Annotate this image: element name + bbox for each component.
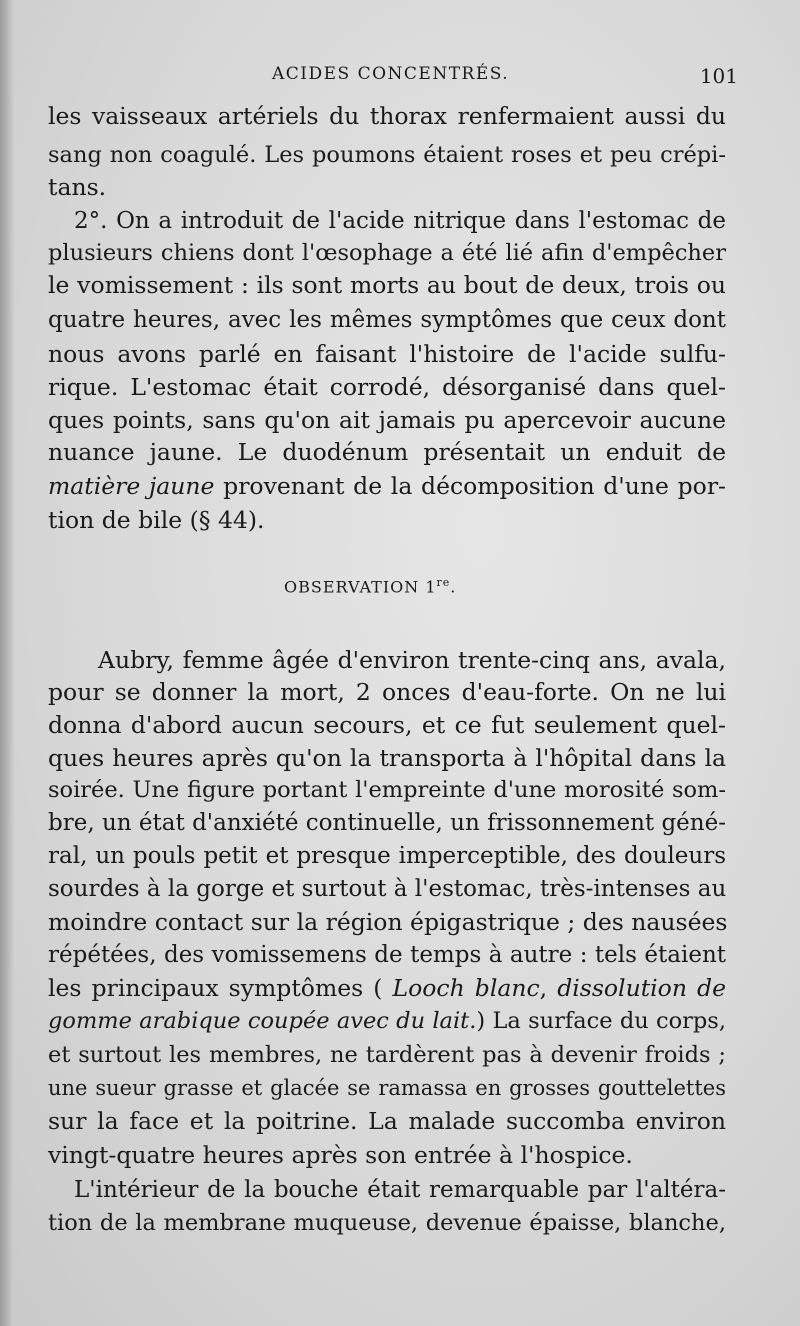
text-line: tion de la membrane muqueuse, devenue épaisse, blanche, [48,1210,726,1236]
text-line: sang non coagulé. Les poumons étaient roses et peu crépi- [48,142,726,168]
italic-term: matière jaune [48,472,215,500]
page-number: 101 [699,64,738,88]
text-line: soirée. Une figure portant l'empreinte d'une morosité som- [48,777,726,803]
text-line: vingt-quatre heures après son entrée à l'hospice. [48,1141,633,1169]
text-line: sourdes à la gorge et surtout à l'estomac, très-intenses au [48,876,727,902]
text-line [48,973,726,1003]
text-line: donna d'abord aucun secours, et ce fut seulement quel- [48,711,726,739]
text-line [48,471,726,501]
ordinal-superscript: re [436,576,451,589]
text-line [48,1006,726,1036]
italic-term: dissolution de [557,974,726,1002]
text-line: bre, un état d'anxiété continuelle, un frissonnement géné- [48,810,726,836]
heading-period: . [450,577,457,597]
text-line: le vomissement : ils sont morts au bout de deux, trois ou [48,271,726,299]
text-run: les principaux symptômes ( [48,974,393,1002]
text-line: 2°. On a introduit de l'acide nitrique dans l'estomac de [74,208,726,234]
running-title: ACIDES CONCENTRÉS. [272,64,510,84]
text-line: tans. [48,173,107,201]
text-line: rique. L'estomac était corrodé, désorganisé dans quel- [48,373,726,401]
text-line: répétées, des vomissemens de temps à autre : tels étaient [48,942,726,968]
running-head [46,64,738,94]
text-line: plusieurs chiens dont l'œsophage a été lié afin d'empêcher [48,240,726,266]
text-line: ques heures après qu'on la transporta à l'hôpital dans la [48,744,726,772]
text-run: , [539,974,558,1002]
text-line: L'intérieur de la bouche était remarquable par l'altéra- [74,1177,726,1203]
text-line: ques points, sans qu'on ait jamais pu apercevoir aucune [48,406,726,434]
italic-term: gomme arabique coupée avec du lait. [48,1008,477,1034]
observation-label: OBSERVATION 1 [284,577,437,597]
text-line: ral, un pouls petit et presque imperceptible, des douleurs [48,843,726,869]
page-gutter-shadow [0,0,14,1326]
text-run: provenant de la décomposition d'une por- [214,472,726,500]
italic-term: Looch blanc [392,974,540,1002]
text-line: moindre contact sur la région épigastrique ; des nausées [48,908,728,936]
text-line: tion de bile (§ 44). [48,506,265,534]
text-line: sur la face et la poitrine. La malade succomba environ [48,1107,726,1135]
text-run: ) La surface du corps, [476,1008,727,1034]
text-line: et surtout les membres, ne tardèrent pas à devenir froids ; [48,1042,726,1068]
text-line: les vaisseaux artériels du thorax renfermaient aussi du [48,102,726,130]
observation-heading [284,576,456,596]
text-line: nous avons parlé en faisant l'histoire de l'acide sulfu- [48,340,726,368]
text-line: une sueur grasse et glacée se ramassa en grosses gouttelettes [48,1076,726,1100]
text-line: quatre heures, avec les mêmes symptômes que ceux dont [48,307,726,333]
text-line: nuance jaune. Le duodénum présentait un enduit de [48,438,726,466]
text-line: pour se donner la mort, 2 onces d'eau-forte. On ne lui [48,678,726,706]
text-line: Aubry, femme âgée d'environ trente-cinq ans, avala, [98,646,726,674]
